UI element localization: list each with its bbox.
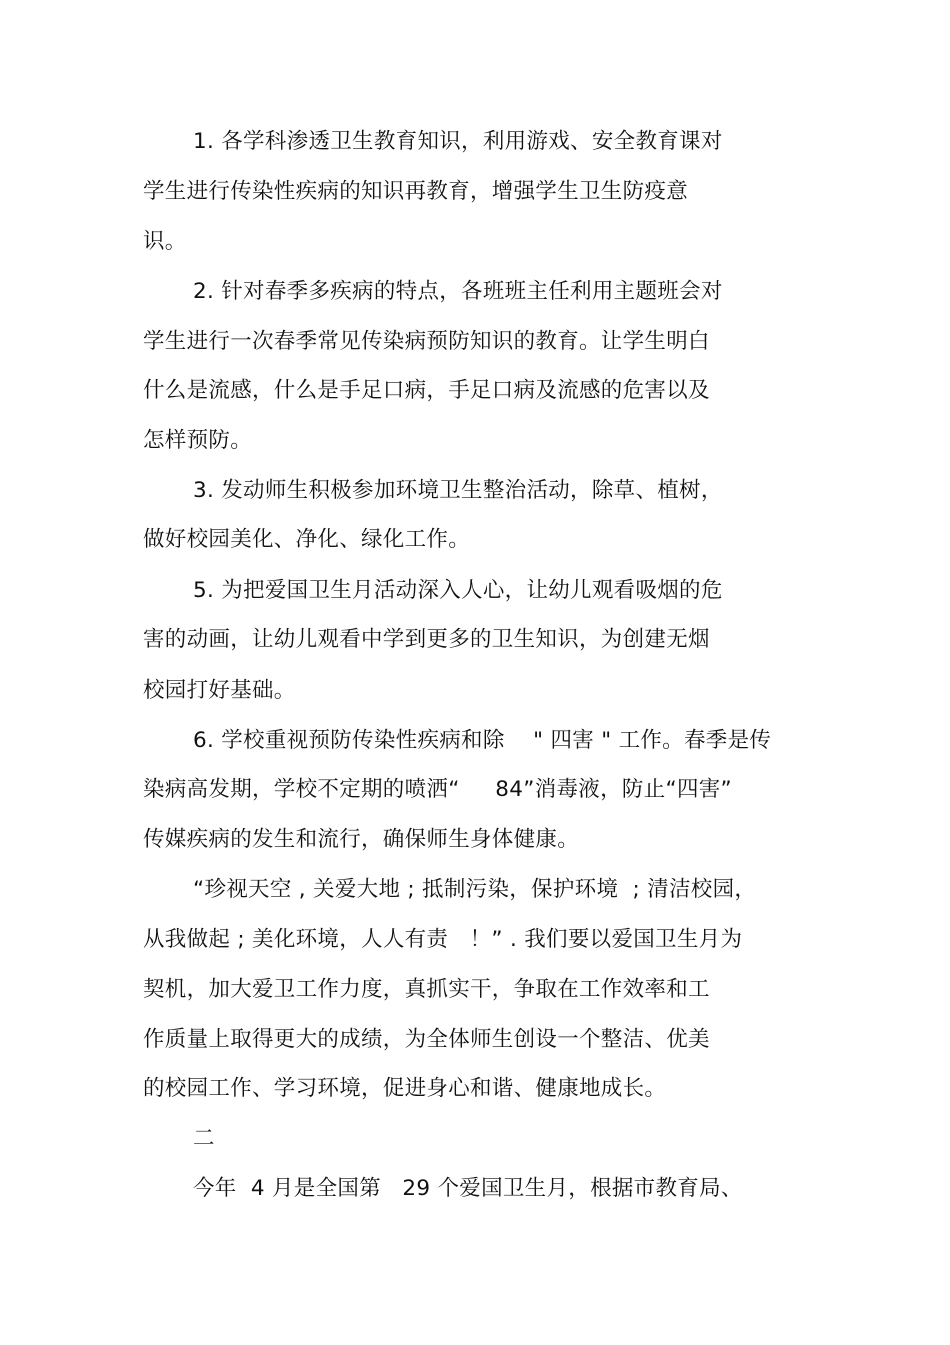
text-line: 6. 学校重视预防传染性疾病和除 " 四害 " 工作。春季是传 bbox=[193, 728, 772, 753]
text-line: 传媒疾病的发生和流行，确保师生身体健康。 bbox=[143, 827, 580, 852]
text-line: 的校园工作、学习环境，促进身心和谐、健康地成长。 bbox=[143, 1076, 667, 1101]
text-line: 1. 各学科渗透卫生教育知识，利用游戏、安全教育课对 bbox=[193, 129, 723, 154]
text-line: 害的动画，让幼儿观看中学到更多的卫生知识，为创建无烟 bbox=[143, 627, 710, 652]
text-line: 什么是流感，什么是手足口病，手足口病及流感的危害以及 bbox=[143, 378, 710, 403]
text-line: 3. 发动师生积极参加环境卫生整治活动，除草、植树， bbox=[193, 478, 723, 503]
text-line: 做好校园美化、净化、绿化工作。 bbox=[143, 527, 471, 552]
text-line: “珍视天空 , 关爱大地 ; 抵制污染，保护环境 ; 清洁校园， bbox=[193, 877, 757, 902]
text-line: 今年 4 月是全国第 29 个爱国卫生月，根据市教育局、 bbox=[193, 1176, 743, 1201]
text-line: 识。 bbox=[143, 229, 187, 254]
text-line: 学生进行传染性疾病的知识再教育，增强学生卫生防疫意 bbox=[143, 179, 689, 204]
text-line: 校园打好基础。 bbox=[143, 678, 296, 703]
text-line: 契机，加大爱卫工作力度，真抓实干，争取在工作效率和工 bbox=[143, 977, 710, 1002]
text-line: 作质量上取得更大的成绩，为全体师生创设一个整洁、优美 bbox=[143, 1027, 710, 1052]
text-line: 5. 为把爱国卫生月活动深入人心，让幼儿观看吸烟的危 bbox=[193, 578, 723, 603]
text-line: 怎样预防。 bbox=[143, 428, 253, 453]
text-line: 2. 针对春季多疾病的特点，各班班主任利用主题班会对 bbox=[193, 279, 723, 304]
text-line: 学生进行一次春季常见传染病预防知识的教育。让学生明白 bbox=[143, 329, 710, 354]
section-heading: 二 bbox=[193, 1126, 215, 1151]
text-line: 染病高发期，学校不定期的喷洒“ 84”消毒液，防止“四害” bbox=[143, 777, 732, 802]
text-line: 从我做起 ; 美化环境，人人有责 ！” . 我们要以爱国卫生月为 bbox=[143, 927, 743, 952]
